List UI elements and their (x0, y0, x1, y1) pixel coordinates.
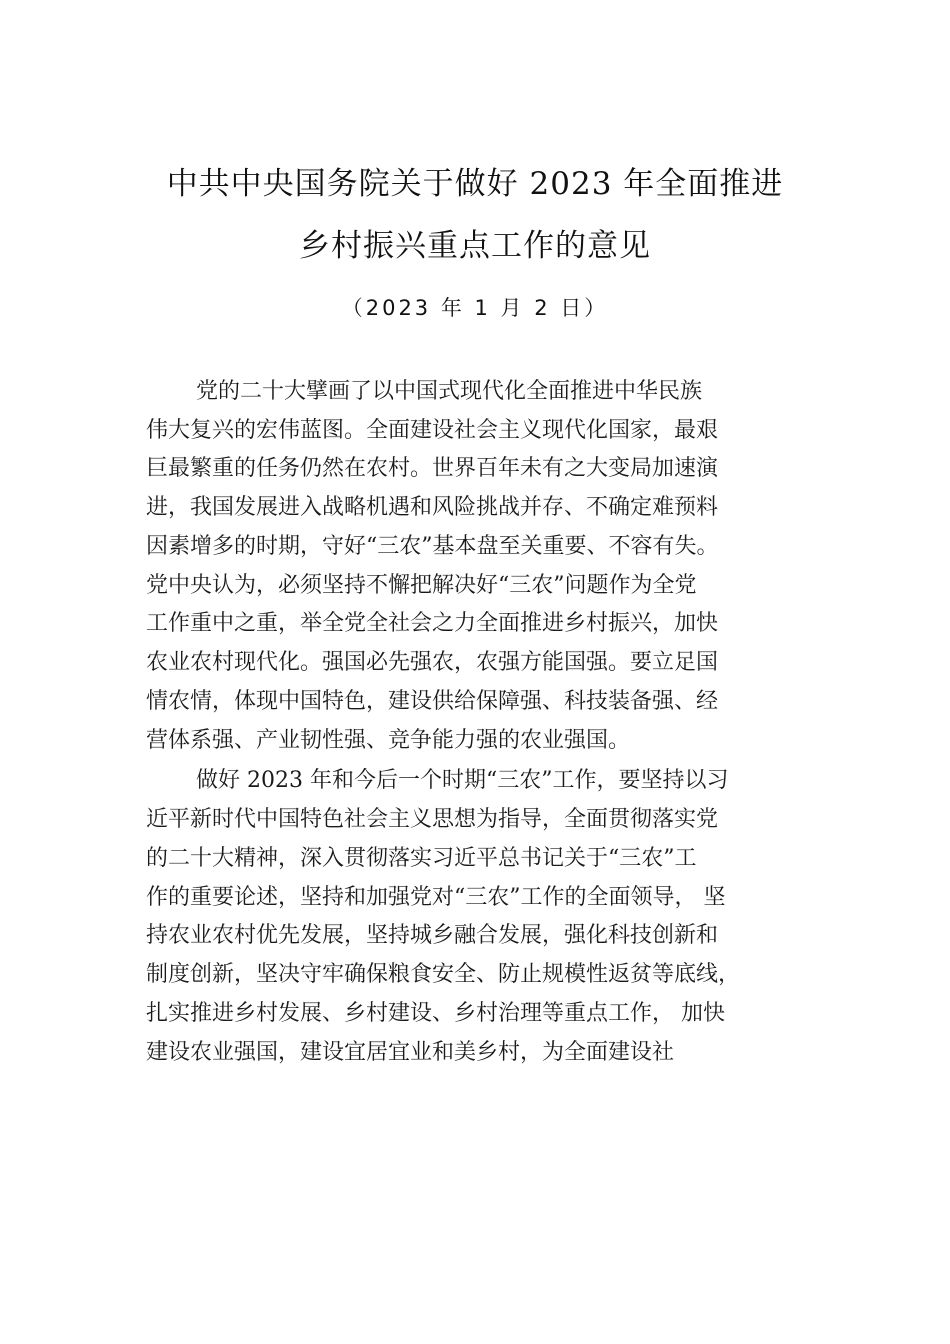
paragraph-2-line: 的二十大精神，深入贯彻落实习近平总书记关于“三农”工 (146, 846, 697, 871)
paragraph-2-line: 建设农业强国，建设宜居宜业和美乡村，为全面建设社 (146, 1040, 675, 1065)
paragraph-1-line: 因素增多的时期，守好“三农”基本盘至关重要、不容有失。 (146, 534, 719, 559)
paragraph-2-line: 近平新时代中国特色社会主义思想为指导，全面贯彻落实党 (146, 807, 719, 832)
document-title-line-2: 乡村振兴重点工作的意见 (299, 228, 651, 264)
paragraph-1-line: 农业农村现代化。强国必先强农，农强方能国强。要立足国 (146, 650, 719, 675)
paragraph-1-line: 伟大复兴的宏伟蓝图。全面建设社会主义现代化国家，最艰 (146, 418, 719, 443)
paragraph-2-line: 制度创新，坚决守牢确保粮食安全、防止规模性返贫等底线， (146, 962, 741, 987)
paragraph-2-line: 做好 2023 年和今后一个时期“三农”工作，要坚持以习 (196, 768, 729, 793)
paragraph-1-line: 党中央认为，必须坚持不懈把解决好“三农”问题作为全党 (146, 573, 697, 598)
paragraph-2-line: 扎实推进乡村发展、乡村建设、乡村治理等重点工作， 加快 (146, 1001, 725, 1026)
paragraph-1-line: 情农情，体现中国特色，建设供给保障强、科技装备强、经 (146, 689, 719, 714)
paragraph-1-line: 党的二十大擘画了以中国式现代化全面推进中华民族 (196, 379, 703, 404)
paragraph-1-line: 工作重中之重，举全党全社会之力全面推进乡村振兴，加快 (146, 611, 719, 636)
document-title-line-1: 中共中央国务院关于做好 2023 年全面推进 (166, 166, 784, 202)
paragraph-1-line: 巨最繁重的任务仍然在农村。世界百年未有之大变局加速演 (146, 456, 719, 481)
paragraph-1-line: 进，我国发展进入战略机遇和风险挑战并存、不确定难预料 (146, 495, 719, 520)
document-date: （2023 年 1 月 2 日） (341, 296, 609, 320)
paragraph-2-line: 作的重要论述，坚持和加强党对“三农”工作的全面领导， 坚 (146, 885, 726, 910)
paragraph-1-line: 营体系强、产业韧性强、竞争能力强的农业强国。 (146, 728, 631, 753)
paragraph-2-line: 持农业农村优先发展，坚持城乡融合发展，强化科技创新和 (146, 923, 719, 948)
